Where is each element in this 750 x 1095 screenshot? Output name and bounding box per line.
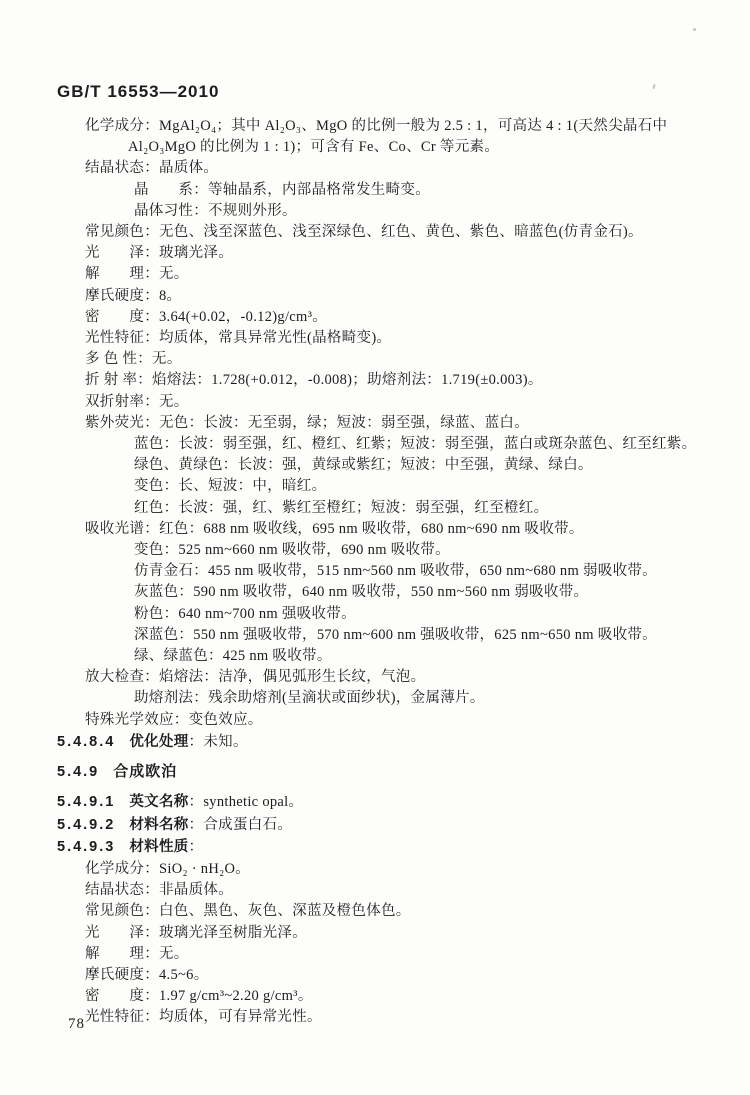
line-text: 光性特征：均质体，可有异常光性。 xyxy=(85,1009,322,1026)
text-line xyxy=(57,116,747,137)
line-text: 结晶状态：晶质体。 xyxy=(85,160,219,177)
text-line xyxy=(57,434,747,455)
line-text: 解 理：无。 xyxy=(85,266,189,283)
text-line xyxy=(57,880,747,901)
section-heading xyxy=(57,761,747,783)
line-text: 助熔剂法：残余助熔剂(呈滴状或面纱状)，金属薄片。 xyxy=(134,690,485,707)
text-line xyxy=(57,986,747,1007)
text-line xyxy=(57,264,747,285)
text-line xyxy=(57,792,747,813)
text-line xyxy=(57,965,747,986)
clause-number: 5.4.8.4 xyxy=(57,733,116,750)
line-text: 化学成分：MgAl₂O₄；其中 Al₂O₃、MgO 的比例一般为 2.5 : 1，可高达 4 : 1(天然尖晶石中 xyxy=(85,118,668,134)
text-line xyxy=(57,923,747,944)
line-text: 化学成分：SiO₂ · nH₂O。 xyxy=(85,860,251,877)
line-text: 特殊光学效应：变色效应。 xyxy=(85,711,263,728)
text-line xyxy=(57,667,747,688)
line-text: 常见颜色：无色、浅至深蓝色、浅至深绿色、红色、黄色、紫色、暗蓝色(仿青金石)。 xyxy=(85,224,643,241)
line-text: 多 色 性：无。 xyxy=(85,351,182,368)
line-text: 灰蓝色：590 nm 吸收带，640 nm 吸收带，550 nm~560 nm 弱吸收带。 xyxy=(134,584,589,601)
text-line xyxy=(57,710,747,731)
line-text: 变色：525 nm~660 nm 吸收带，690 nm 吸收带。 xyxy=(134,542,450,559)
line-text: 粉色：640 nm~700 nm 强吸收带。 xyxy=(134,605,356,622)
text-line xyxy=(57,944,747,965)
text-line xyxy=(57,519,747,540)
text-line xyxy=(57,349,747,370)
clause-number: 5.4.9 xyxy=(57,764,100,781)
text-line xyxy=(57,688,747,709)
line-text: 密 度：1.97 g/cm³~2.20 g/cm³。 xyxy=(85,988,313,1005)
text-line xyxy=(57,180,747,201)
document-body xyxy=(57,116,747,1029)
line-text: 光性特征：均质体，常具异常光性(晶格畸变)。 xyxy=(85,330,392,347)
text-line xyxy=(57,137,747,158)
text-line xyxy=(57,815,747,836)
clause-label: 材料性质 xyxy=(129,838,189,855)
text-line xyxy=(57,582,747,603)
line-text: 仿青金石：455 nm 吸收带，515 nm~560 nm 吸收带，650 nm~680 nm 弱吸收带。 xyxy=(134,563,657,580)
line-text: 折 射 率：焰熔法：1.728(+0.012，-0.008)；助熔剂法：1.719(±0.003)。 xyxy=(85,372,543,389)
text-line xyxy=(57,328,747,349)
line-text: 吸收光谱：红色：688 nm 吸收线，695 nm 吸收带，680 nm~690 nm 吸收带。 xyxy=(85,520,584,537)
text-line xyxy=(57,201,747,222)
line-text: 绿色、黄绿色：长波：强，黄绿或紫红；短波：中至强，黄绿、绿白。 xyxy=(134,457,593,474)
text-line xyxy=(57,413,747,434)
scan-speck xyxy=(693,28,696,31)
clause-number: 5.4.9.1 xyxy=(57,794,116,811)
text-line xyxy=(57,498,747,519)
line-text: 蓝色：长波：弱至强，红、橙红、红紫；短波：弱至强，蓝白或斑杂蓝色、红至红紫。 xyxy=(134,436,697,453)
text-line xyxy=(57,243,747,264)
text-line xyxy=(57,370,747,391)
text-line xyxy=(57,1007,747,1028)
clause-number: 5.4.9.3 xyxy=(57,838,116,855)
text-line xyxy=(57,158,747,179)
line-text: 光 泽：玻璃光泽至树脂光泽。 xyxy=(85,924,307,941)
line-text: ：synthetic opal。 xyxy=(188,794,304,811)
text-line xyxy=(57,901,747,922)
clause-label: 合成欧泊 xyxy=(113,763,178,781)
line-text: 常见颜色：白色、黑色、灰色、深蓝及橙色体色。 xyxy=(85,903,411,920)
clause-label: 优化处理 xyxy=(129,733,189,750)
text-line xyxy=(57,625,747,646)
text-line xyxy=(57,561,747,582)
line-text: 晶 系：等轴晶系，内部晶格常发生畸变。 xyxy=(134,181,430,198)
line-text: 双折射率：无。 xyxy=(85,393,189,410)
line-text: 深蓝色：550 nm 强吸收带，570 nm~600 nm 强吸收带，625 nm~650 nm 吸收带。 xyxy=(134,626,657,643)
text-line xyxy=(57,859,747,880)
line-text: 摩氏硬度：8。 xyxy=(85,287,182,304)
line-text: 紫外荧光：无色：长波：无至弱，绿；短波：弱至强，绿蓝、蓝白。 xyxy=(85,414,529,431)
line-text: 绿、绿蓝色：425 nm 吸收带。 xyxy=(134,648,332,665)
text-line xyxy=(57,646,747,667)
text-line xyxy=(57,604,747,625)
clause-label: 材料名称 xyxy=(129,816,189,833)
line-text: 光 泽：玻璃光泽。 xyxy=(85,245,233,262)
line-text: 放大检查：焰熔法：洁净，偶见弧形生长纹，气泡。 xyxy=(85,669,426,686)
clause-number: 5.4.9.2 xyxy=(57,816,116,833)
text-line xyxy=(57,837,747,858)
scan-speck xyxy=(652,84,655,89)
text-line xyxy=(57,455,747,476)
standard-number-header: GB/T 16553—2010 xyxy=(57,82,220,101)
clause-label: 英文名称 xyxy=(129,794,189,811)
line-text: 变色：长、短波：中，暗红。 xyxy=(134,478,327,495)
line-text: 摩氏硬度：4.5~6。 xyxy=(85,966,209,983)
text-line xyxy=(57,307,747,328)
text-line xyxy=(57,222,747,243)
page-number: 78 xyxy=(68,1016,85,1032)
line-text: ： xyxy=(188,838,204,855)
line-text: 晶体习性：不规则外形。 xyxy=(134,202,297,219)
line-text: Al₂O₃MgO 的比例为 1 : 1)；可含有 Fe、Co、Cr 等元素。 xyxy=(128,139,500,156)
text-line xyxy=(57,732,747,753)
text-line xyxy=(57,476,747,497)
text-line xyxy=(57,540,747,561)
text-line xyxy=(57,392,747,413)
line-text: 红色：长波：强，红、紫红至橙红；短波：弱至强，红至橙红。 xyxy=(134,499,549,516)
line-text: 密 度：3.64(+0.02，-0.12)g/cm³。 xyxy=(85,308,328,325)
text-line xyxy=(57,286,747,307)
line-text: ：合成蛋白石。 xyxy=(188,816,293,833)
line-text: 结晶状态：非晶质体。 xyxy=(85,882,233,899)
line-text: 解 理：无。 xyxy=(85,945,189,962)
line-text: ：未知。 xyxy=(188,733,248,750)
